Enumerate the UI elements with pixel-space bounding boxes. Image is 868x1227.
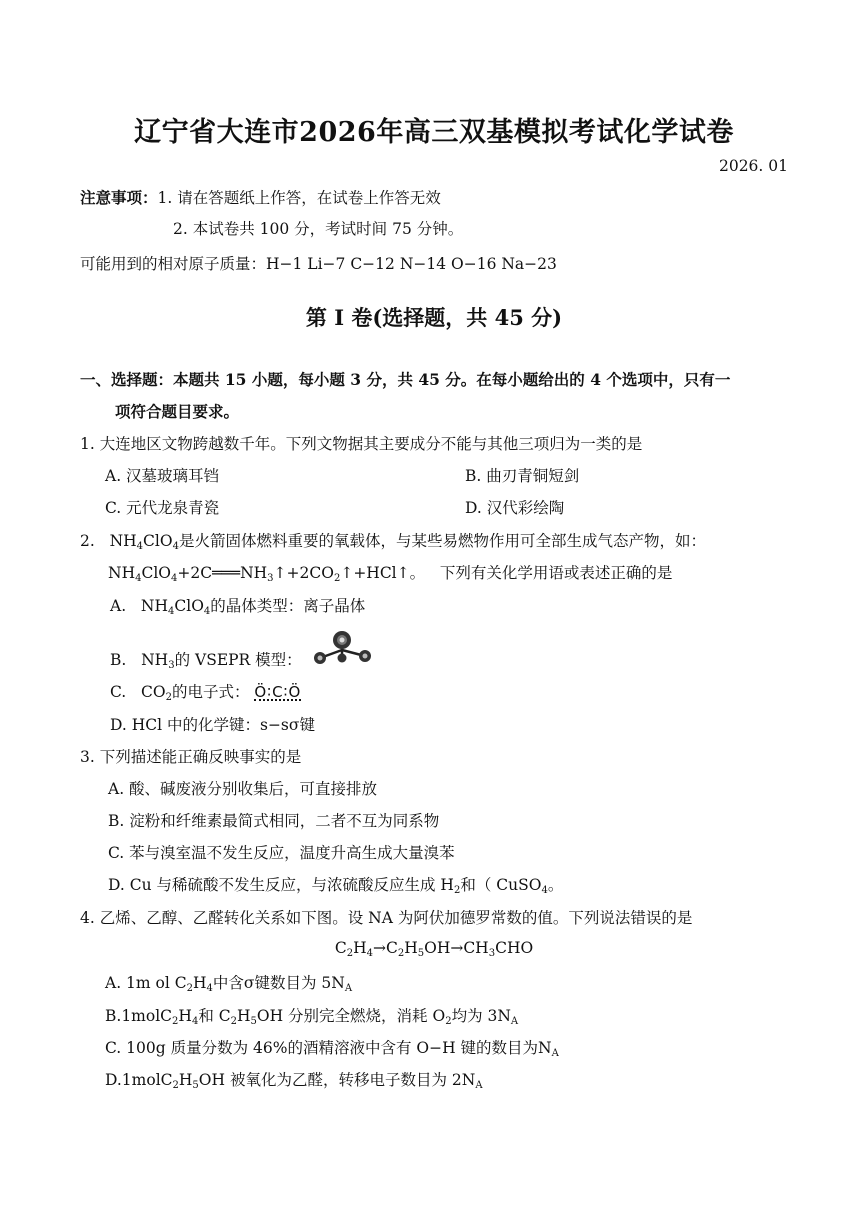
q1-option-c: C. 元代龙泉青瓷 [105, 499, 220, 517]
notice-line-1 [80, 186, 441, 208]
q4-option-b: $B.1molC_2H_4$和 $C_2H_5OH$ 分别完全燃烧，消耗 $O_2$均为 $3N_A$ [105, 1007, 519, 1027]
q2-option-a: A. $NH_4ClO_4$的晶体类型：离子晶体 [110, 597, 366, 617]
q4-option-c: C. 100g 质量分数为 46%的酒精溶液中含有 O−H 键的数目为$N_A$ [105, 1039, 559, 1059]
q2-question: 下列有关化学用语或表述正确的是 [439, 564, 673, 582]
exam-date: 2026. 01 [718, 157, 788, 175]
q2-option-c-text: 的电子式： [171, 683, 250, 701]
q3-option-c: C. 苯与溴室温不发生反应，温度升高生成大量溴苯 [108, 844, 455, 862]
q4-option-a-text2: 中含σ键数目为 5N [212, 974, 345, 992]
q4-option-c-text: C. 100g 质量分数为 46%的酒精溶液中含有 O−H 键的数目为N [105, 1039, 552, 1057]
q2-option-c: C. $CO_2$的电子式： Ö∶C∶Ö [110, 683, 302, 703]
q2-option-d: D. HCl 中的化学键：s−sσ键 [110, 716, 315, 734]
q3-option-d: D. Cu 与稀硫酸不发生反应，与浓硫酸反应生成 $H_2$和（ CuSO$_4$。 [108, 876, 564, 896]
part1-instruction-line2: 项符合题目要求。 [115, 402, 240, 421]
q2-option-a-letter: A. [110, 597, 127, 615]
q1-stem: 1. 大连地区文物跨越数千年。下列文物据其主要成分不能与其他三项归为一类的是 [80, 435, 643, 453]
section-title: 第 Ⅰ 卷(选择题，共 45 分) [305, 305, 563, 330]
q2-option-b: B. $NH_3$的 VSEPR 模型： [110, 651, 302, 671]
q3-option-d-end: 。 [547, 876, 564, 894]
q2-option-b-letter: B. [110, 651, 127, 669]
notice-item-2: 2. 本试卷共 100 分，考试时间 75 分钟。 [173, 220, 464, 238]
q3-option-b: B. 淀粉和纤维素最简式相同，二者不互为同系物 [108, 812, 440, 830]
q1-option-a: A. 汉墓玻璃耳铛 [105, 467, 220, 485]
co2-electron-formula: Ö∶C∶Ö [254, 683, 301, 701]
q4-option-d-text: D.1molC [105, 1071, 173, 1089]
notice-item-1: 1. 请在答题纸上作答，在试卷上作答无效 [157, 189, 441, 207]
q4-option-b-text3: OH 分别完全燃烧，消耗 O [256, 1007, 446, 1025]
atomic-masses: 可能用到的相对原子质量：H−1 Li−7 C−12 N−14 O−16 Na−23 [80, 255, 557, 273]
q4-option-b-text2: 和 C [198, 1007, 231, 1025]
q4-option-b-text: B.1molC [105, 1007, 173, 1025]
q3-option-a: A. 酸、碱废液分别收集后，可直接排放 [108, 780, 378, 798]
q2-stem-line1: 2. $NH_4ClO_4$是火箭固体燃料重要的氧载体，与某些易燃物作用可全部生成气态产物，如： [80, 532, 706, 552]
q4-option-b-text4: 均为 3N [451, 1007, 511, 1025]
exam-title: 辽宁省大连市2026年高三双基模拟考试化学试卷 [134, 117, 734, 148]
q2-option-b-text: 的 VSEPR 模型： [174, 651, 302, 669]
q1-option-b: B. 曲刃青铜短剑 [465, 467, 580, 485]
q2-stem-text: 是火箭固体燃料重要的氧载体，与某些易燃物作用可全部生成气态产物，如： [178, 532, 706, 550]
q4-option-a-text: A. 1m ol C [105, 974, 187, 992]
q3-option-d-text2: 和（ CuSO [460, 876, 542, 894]
vsepr-model-image [310, 628, 375, 670]
q3-stem: 3. 下列描述能正确反映事实的是 [80, 748, 302, 766]
q2-stem-line2: $NH_4ClO_4+2C═══NH_3↑+2CO_2↑+HCl↑$。 下列有关化学用语或表述正确的是 [108, 564, 673, 584]
q2-option-a-text: 的晶体类型：离子晶体 [210, 597, 366, 615]
part1-instruction-line1: 一、选择题：本题共 15 小题，每小题 3 分，共 45 分。在每小题给出的 4 个选项中，只有一 [80, 370, 731, 389]
q3-option-d-text: D. Cu 与稀硫酸不发生反应，与浓硫酸反应生成 H [108, 876, 454, 894]
q2-option-c-letter: C. [110, 683, 127, 701]
q4-reaction-chain: $C_2H_4\to C_2H_5OH\to CH_3CHO$ [334, 939, 534, 959]
q4-option-a: A. 1m ol $C_2H_4$中含σ键数目为 $5N_A$ [105, 974, 353, 994]
q4-option-d: $D.1molC_2H_5OH$ 被氧化为乙醛，转移电子数目为 $2N_A$ [105, 1071, 483, 1091]
q4-option-d-text2: OH 被氧化为乙醛，转移电子数目为 2N [198, 1071, 476, 1089]
notice-label: 注意事项： [80, 188, 158, 207]
q4-stem: 4. 乙烯、乙醇、乙醛转化关系如下图。设 NA 为阿伏加德罗常数的值。下列说法错误的是 [80, 909, 693, 927]
q2-number: 2. [80, 532, 95, 550]
q1-option-d: D. 汉代彩绘陶 [465, 499, 565, 517]
